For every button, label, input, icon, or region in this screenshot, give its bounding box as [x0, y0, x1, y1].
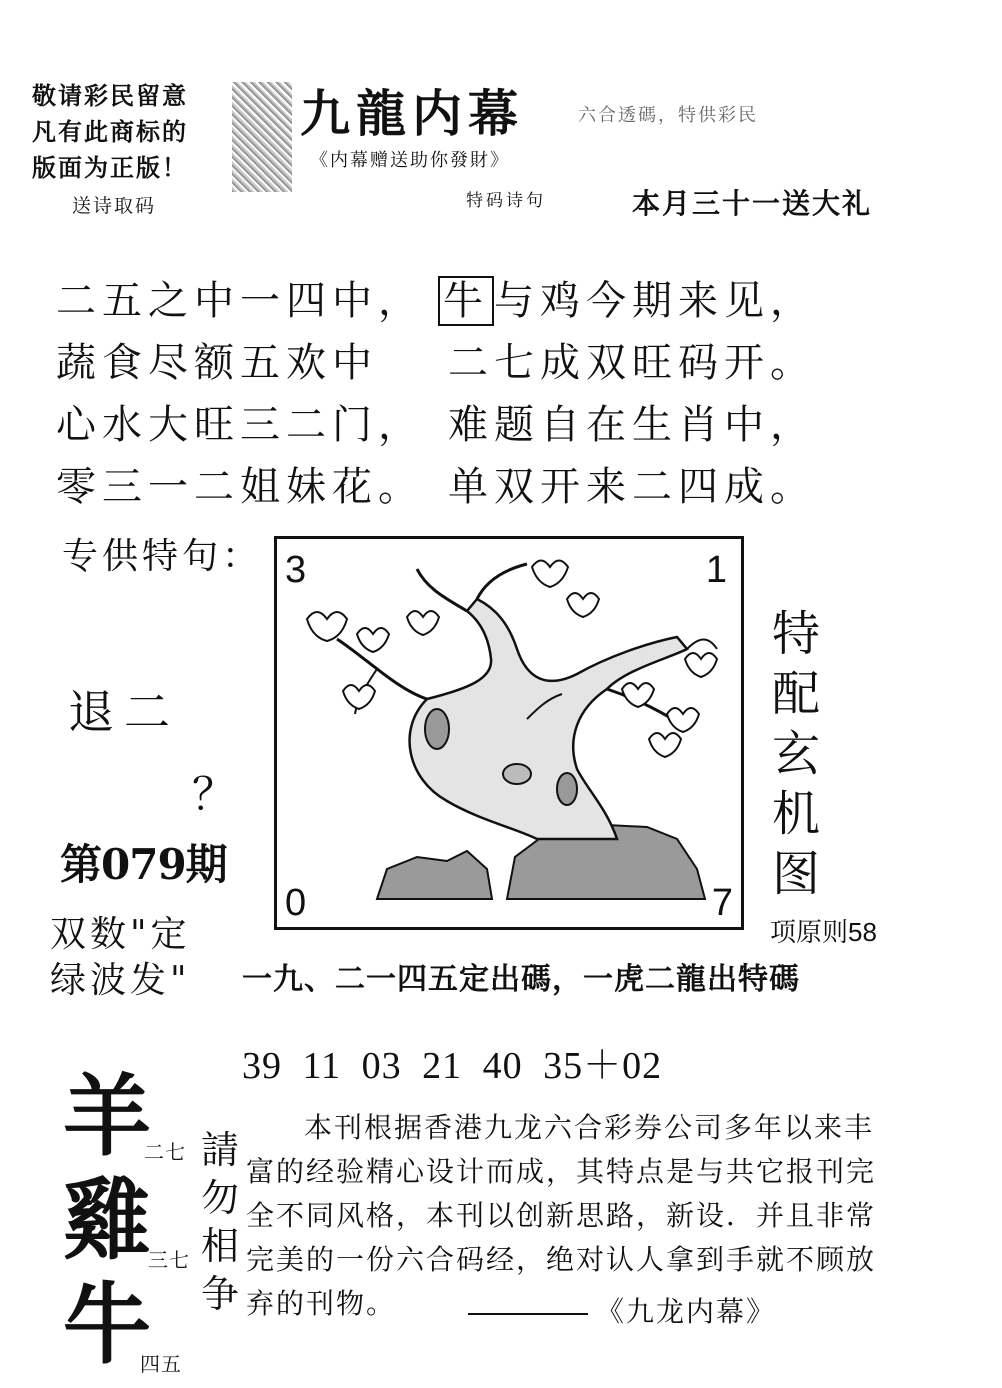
small-number: 三七: [148, 1248, 190, 1272]
notice-line: 版面为正版！: [32, 153, 188, 182]
leaf: [685, 653, 717, 677]
poem-right-text: 与鸡今期来见，: [494, 278, 816, 324]
warning-vertical: [198, 1126, 242, 1318]
corner-number: 3: [285, 549, 307, 591]
caption-char: 机: [771, 786, 820, 842]
caption-char: 配: [771, 666, 820, 722]
poem: [56, 270, 816, 518]
zodiac-char: 羊: [62, 1064, 151, 1168]
boxed-zodiac: 牛: [438, 276, 494, 326]
corner-number: 1: [705, 549, 727, 591]
vertical-caption: [766, 604, 826, 904]
notice-line: 敬请彩民留意: [32, 81, 188, 110]
warning-char: 争: [200, 1272, 239, 1316]
leaf: [649, 733, 681, 757]
left-note: [50, 912, 191, 1004]
poem-right: 单双开来二四成。: [448, 464, 816, 510]
bonsai-tree-illustration: [277, 539, 741, 927]
special-label: 专供特句：: [62, 536, 263, 577]
corner-number: 0: [285, 882, 307, 924]
tree-trunk: [410, 599, 687, 839]
decision-line: 一九、二一四五定出碼，一虎二龍出特碼: [242, 962, 800, 997]
warning-char: 相: [200, 1224, 239, 1268]
zodiac-char: 牛: [62, 1272, 151, 1376]
zodiac-picks: [62, 1064, 152, 1376]
leaf: [307, 612, 347, 641]
tree-branch: [417, 569, 467, 611]
leaf: [343, 685, 375, 709]
warning-char: 勿: [200, 1176, 239, 1220]
leaf: [357, 628, 389, 652]
notice-block: [32, 78, 222, 226]
leaf: [567, 593, 599, 617]
signature: [468, 1290, 776, 1330]
small-number: 四五: [140, 1352, 182, 1376]
brand-title: 九龍内幕: [300, 84, 524, 143]
poem-left: 零三一二姐妹花。: [56, 464, 424, 510]
leaf: [532, 561, 568, 588]
poem-line: [56, 394, 816, 456]
leaf: [407, 611, 439, 635]
leaf: [667, 708, 699, 732]
poem-right: 难题自在生肖中，: [448, 402, 816, 448]
tree-branch: [687, 640, 717, 649]
notice-line: 凡有此商标的: [32, 117, 188, 146]
poem-label: 特码诗句: [466, 191, 546, 211]
small-number: 二七: [144, 1140, 186, 1164]
corner-number: 7: [711, 882, 733, 924]
left-note-line: 双数"定: [50, 914, 191, 955]
poem-line: [56, 270, 816, 332]
brand-subtitle: 《内幕赠送助你發財》: [310, 150, 510, 171]
description-paragraph: 本刊根据香港九龙六合彩券公司多年以来丰富的经验精心设计而成，其特点是与共它报刊完全不同风格，本刊以创新思路，新设．并且非常完美的一份六合码经，绝对认人拿到手就不顾放弃的刊物。: [246, 1111, 877, 1320]
caption-char: 图: [771, 846, 820, 902]
mystery-picture: [274, 536, 744, 930]
poem-left: 蔬食尽额五欢中: [56, 340, 378, 386]
principle-label: 项原则58: [770, 917, 877, 947]
brand-tagline: 六合透碼，特供彩民: [578, 105, 758, 126]
signature-text: 《九龙内幕》: [596, 1295, 777, 1328]
poem-right: [438, 270, 816, 332]
poem-right: 二七成双旺码开。: [448, 340, 816, 386]
poem-left: 心水大旺三二门，: [56, 402, 424, 448]
poem-line: [56, 332, 816, 394]
leaf: [622, 683, 654, 707]
tree-branch: [477, 564, 527, 599]
poem-tag: 送诗取码: [72, 195, 157, 217]
trademark-logo: [232, 82, 292, 192]
number-line: 39 11 03 21 40 35＋02: [242, 1045, 663, 1087]
signature-dash: [468, 1313, 588, 1315]
zodiac-char: 雞: [62, 1168, 151, 1272]
gift-notice: 本月三十一送大礼: [632, 187, 873, 220]
trunk-knot: [425, 709, 449, 749]
retreat-hint: 退二: [68, 685, 180, 739]
poem-left: 二五之中一四中，: [56, 278, 424, 324]
issue-number: 第079期: [60, 840, 227, 889]
poem-line: [56, 456, 816, 518]
trunk-knot: [557, 773, 577, 805]
question-mark: ？: [192, 769, 236, 820]
left-note-line: 绿波发": [50, 960, 191, 1001]
rock-left: [377, 851, 492, 899]
trunk-knot: [503, 764, 531, 784]
caption-char: 玄: [771, 726, 820, 782]
warning-char: 請: [200, 1128, 239, 1172]
caption-char: 特: [771, 606, 820, 662]
